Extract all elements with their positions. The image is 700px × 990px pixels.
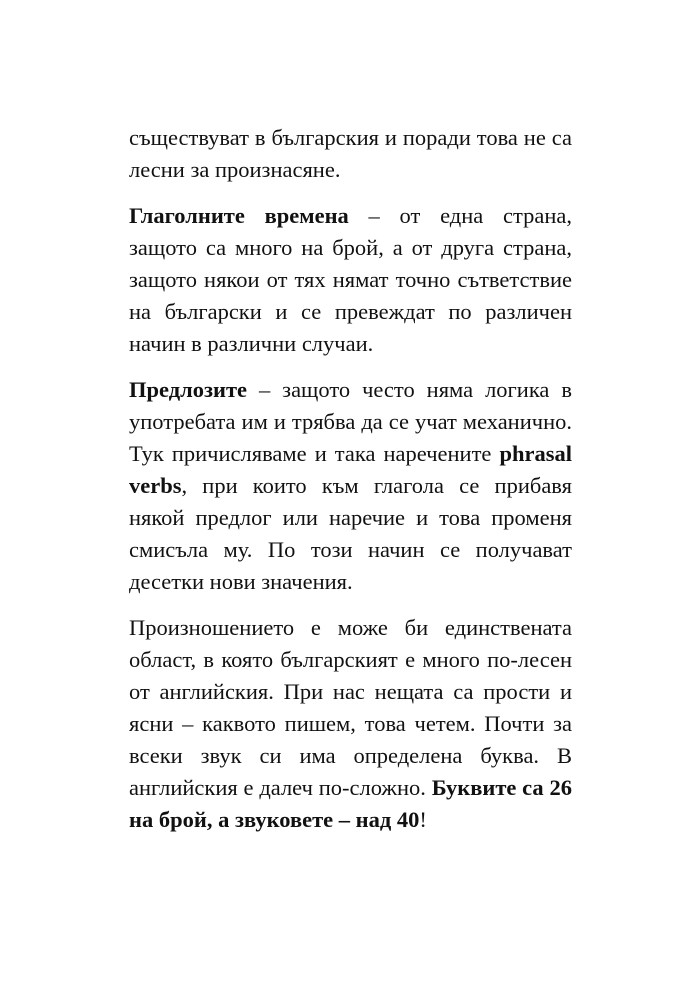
paragraph-text: Произношението е може би единствената област, в която българският е много по-лесен от английския. При нас нещата са прости и ясни – каквото пишем, това четем. Почти за всеки звук си има определена буква. В английския е далеч по-сложно. (129, 615, 572, 800)
book-page-text (129, 122, 572, 850)
paragraph-text: ! (419, 807, 427, 832)
paragraph-pronunciation (129, 612, 572, 836)
term-prepositions: Предлозите (129, 377, 248, 402)
paragraph-pronunciation-end (129, 122, 572, 186)
paragraph-text: , при които към глагола се прибавя някой предлог или наречие и това променя смисъла му. По този начин се получават десетки нови значения. (129, 473, 572, 594)
paragraph-text: – от една страна, защото са много на брой, а от друга страна, защото някои от тях нямат точно сътветствие на български и се превеждат по различен начин в различни случаи. (129, 203, 573, 356)
term-phrasal-verbs: phrasal verbs (129, 441, 572, 498)
paragraph-text: – защото често няма логика в употребата им и трябва да се учат механично. Тук причисляваме и така наречените (129, 377, 572, 466)
term-verb-tenses: Глаголните времена (129, 203, 349, 228)
paragraph-verb-tenses (129, 200, 572, 360)
emphasis-letters-sounds: Буквите са 26 на брой, а звуковете – над 40 (129, 775, 572, 832)
paragraph-text: съществуват в българския и поради това не са лесни за произнасяне. (129, 125, 572, 182)
paragraph-prepositions (129, 374, 572, 598)
